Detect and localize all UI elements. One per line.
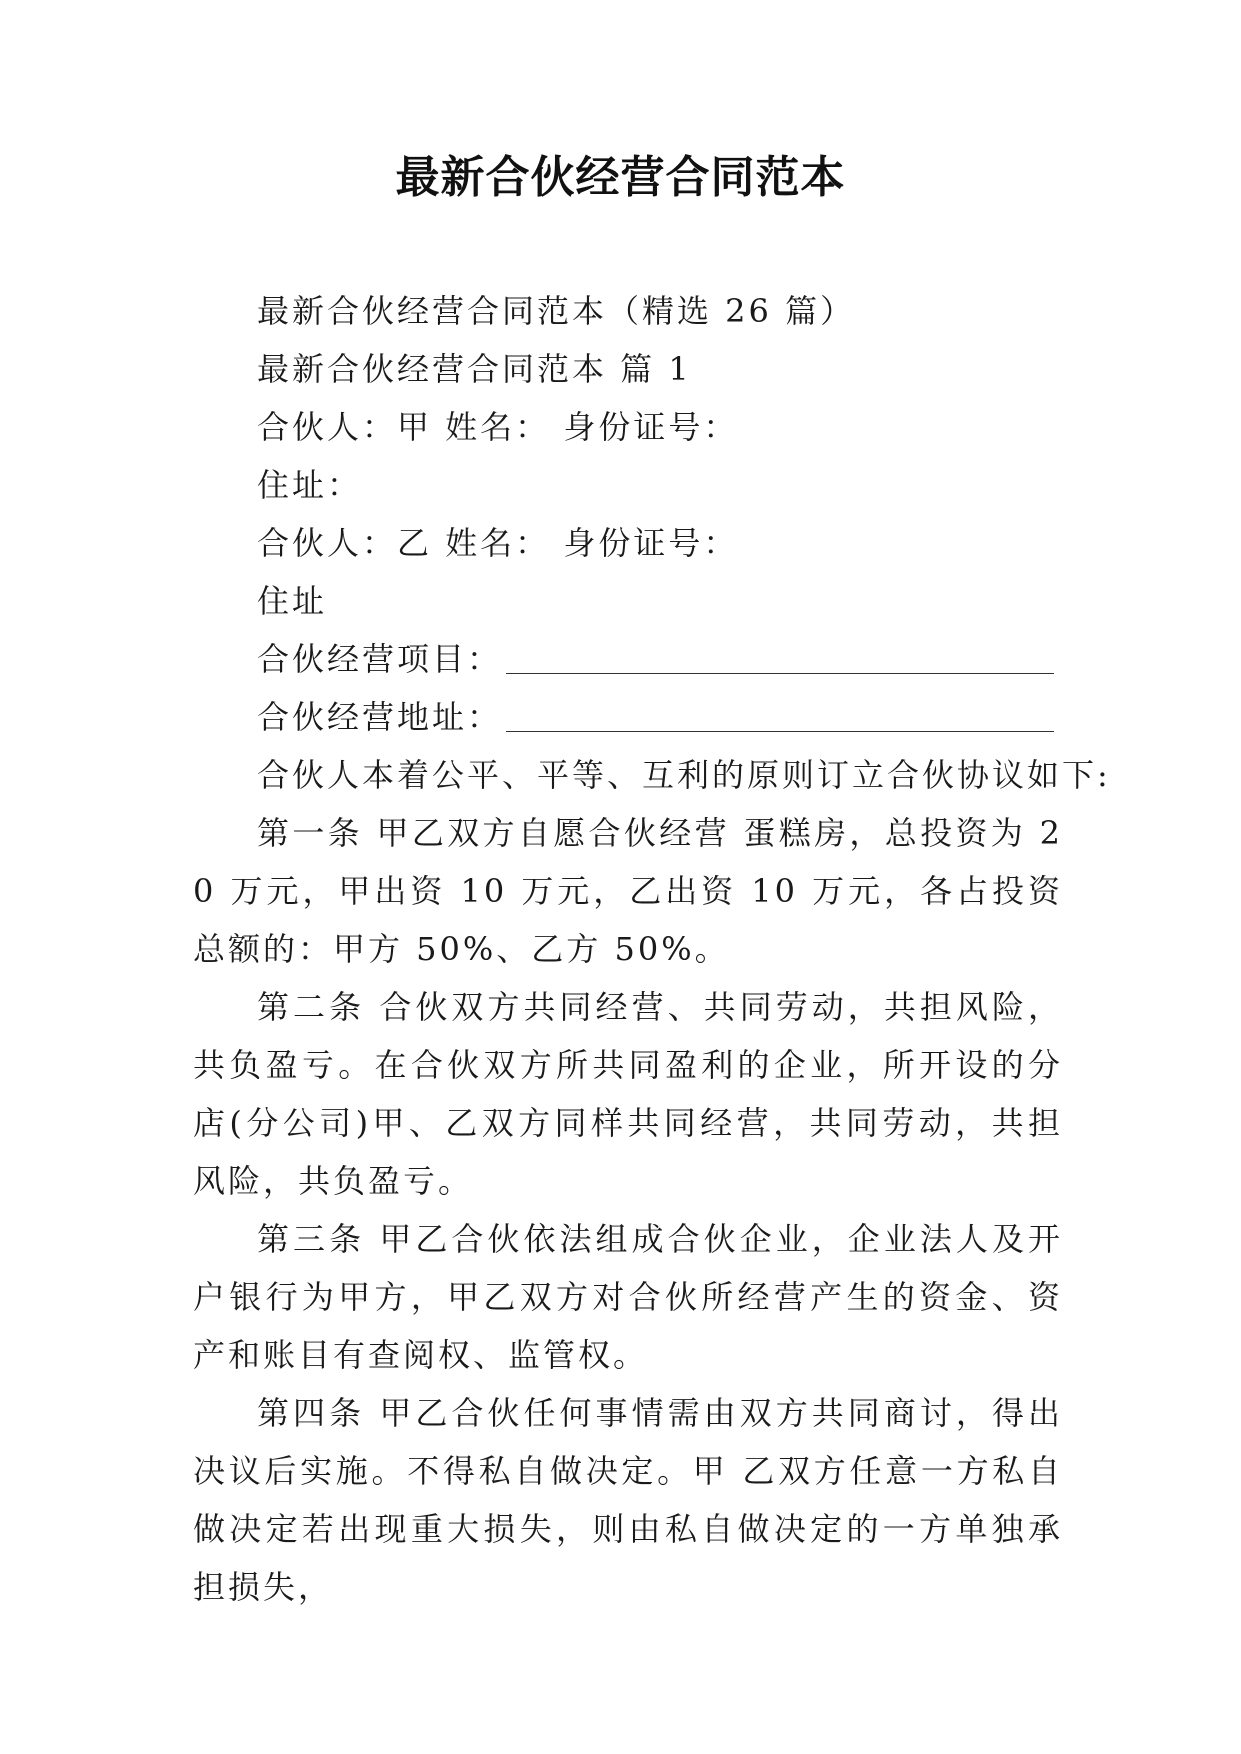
location-blank-field <box>506 697 1054 732</box>
document-body <box>193 282 1111 1616</box>
article-2: 第二条 合伙双方共同经营、共同劳动，共担风险，共负盈亏。在合伙双方所共同盈利的企业，所开设的分店(分公司)甲、乙双方同样共同经营，共同劳动，共担风险，共负盈亏。 <box>193 988 1063 1200</box>
project-label: 合伙经营项目： <box>257 640 503 678</box>
partner-a-line: 合伙人：甲 姓名： 身份证号： <box>257 408 739 446</box>
location-line <box>193 688 1063 746</box>
document-title: 最新合伙经营合同范本 <box>395 152 846 203</box>
intro-paragraph: 合伙人本着公平、平等、互利的原则订立合伙协议如下: <box>257 756 1111 794</box>
location-label: 合伙经营地址： <box>257 698 503 736</box>
document-subtitle: 最新合伙经营合同范本（精选 26 篇） <box>257 292 856 330</box>
section-heading: 最新合伙经营合同范本 篇 1 <box>257 350 692 388</box>
project-line <box>193 630 1063 688</box>
article-1: 第一条 甲乙双方自愿合伙经营 蛋糕房，总投资为 20 万元，甲出资 10 万元，乙出资 10 万元，各占投资总额的：甲方 50%、乙方 50%。 <box>193 814 1063 968</box>
address-b-line: 住址 <box>257 582 328 620</box>
partner-b-line: 合伙人：乙 姓名： 身份证号： <box>257 524 739 562</box>
project-blank-field <box>506 639 1054 674</box>
address-a-line: 住址： <box>257 466 363 504</box>
article-3: 第三条 甲乙合伙依法组成合伙企业，企业法人及开户银行为甲方，甲乙双方对合伙所经营产生的资金、资产和账目有查阅权、监管权。 <box>193 1220 1063 1374</box>
article-4: 第四条 甲乙合伙任何事情需由双方共同商讨，得出决议后实施。不得私自做决定。甲 乙双方任意一方私自做决定若出现重大损失，则由私自做决定的一方单独承担损失， <box>193 1394 1063 1606</box>
